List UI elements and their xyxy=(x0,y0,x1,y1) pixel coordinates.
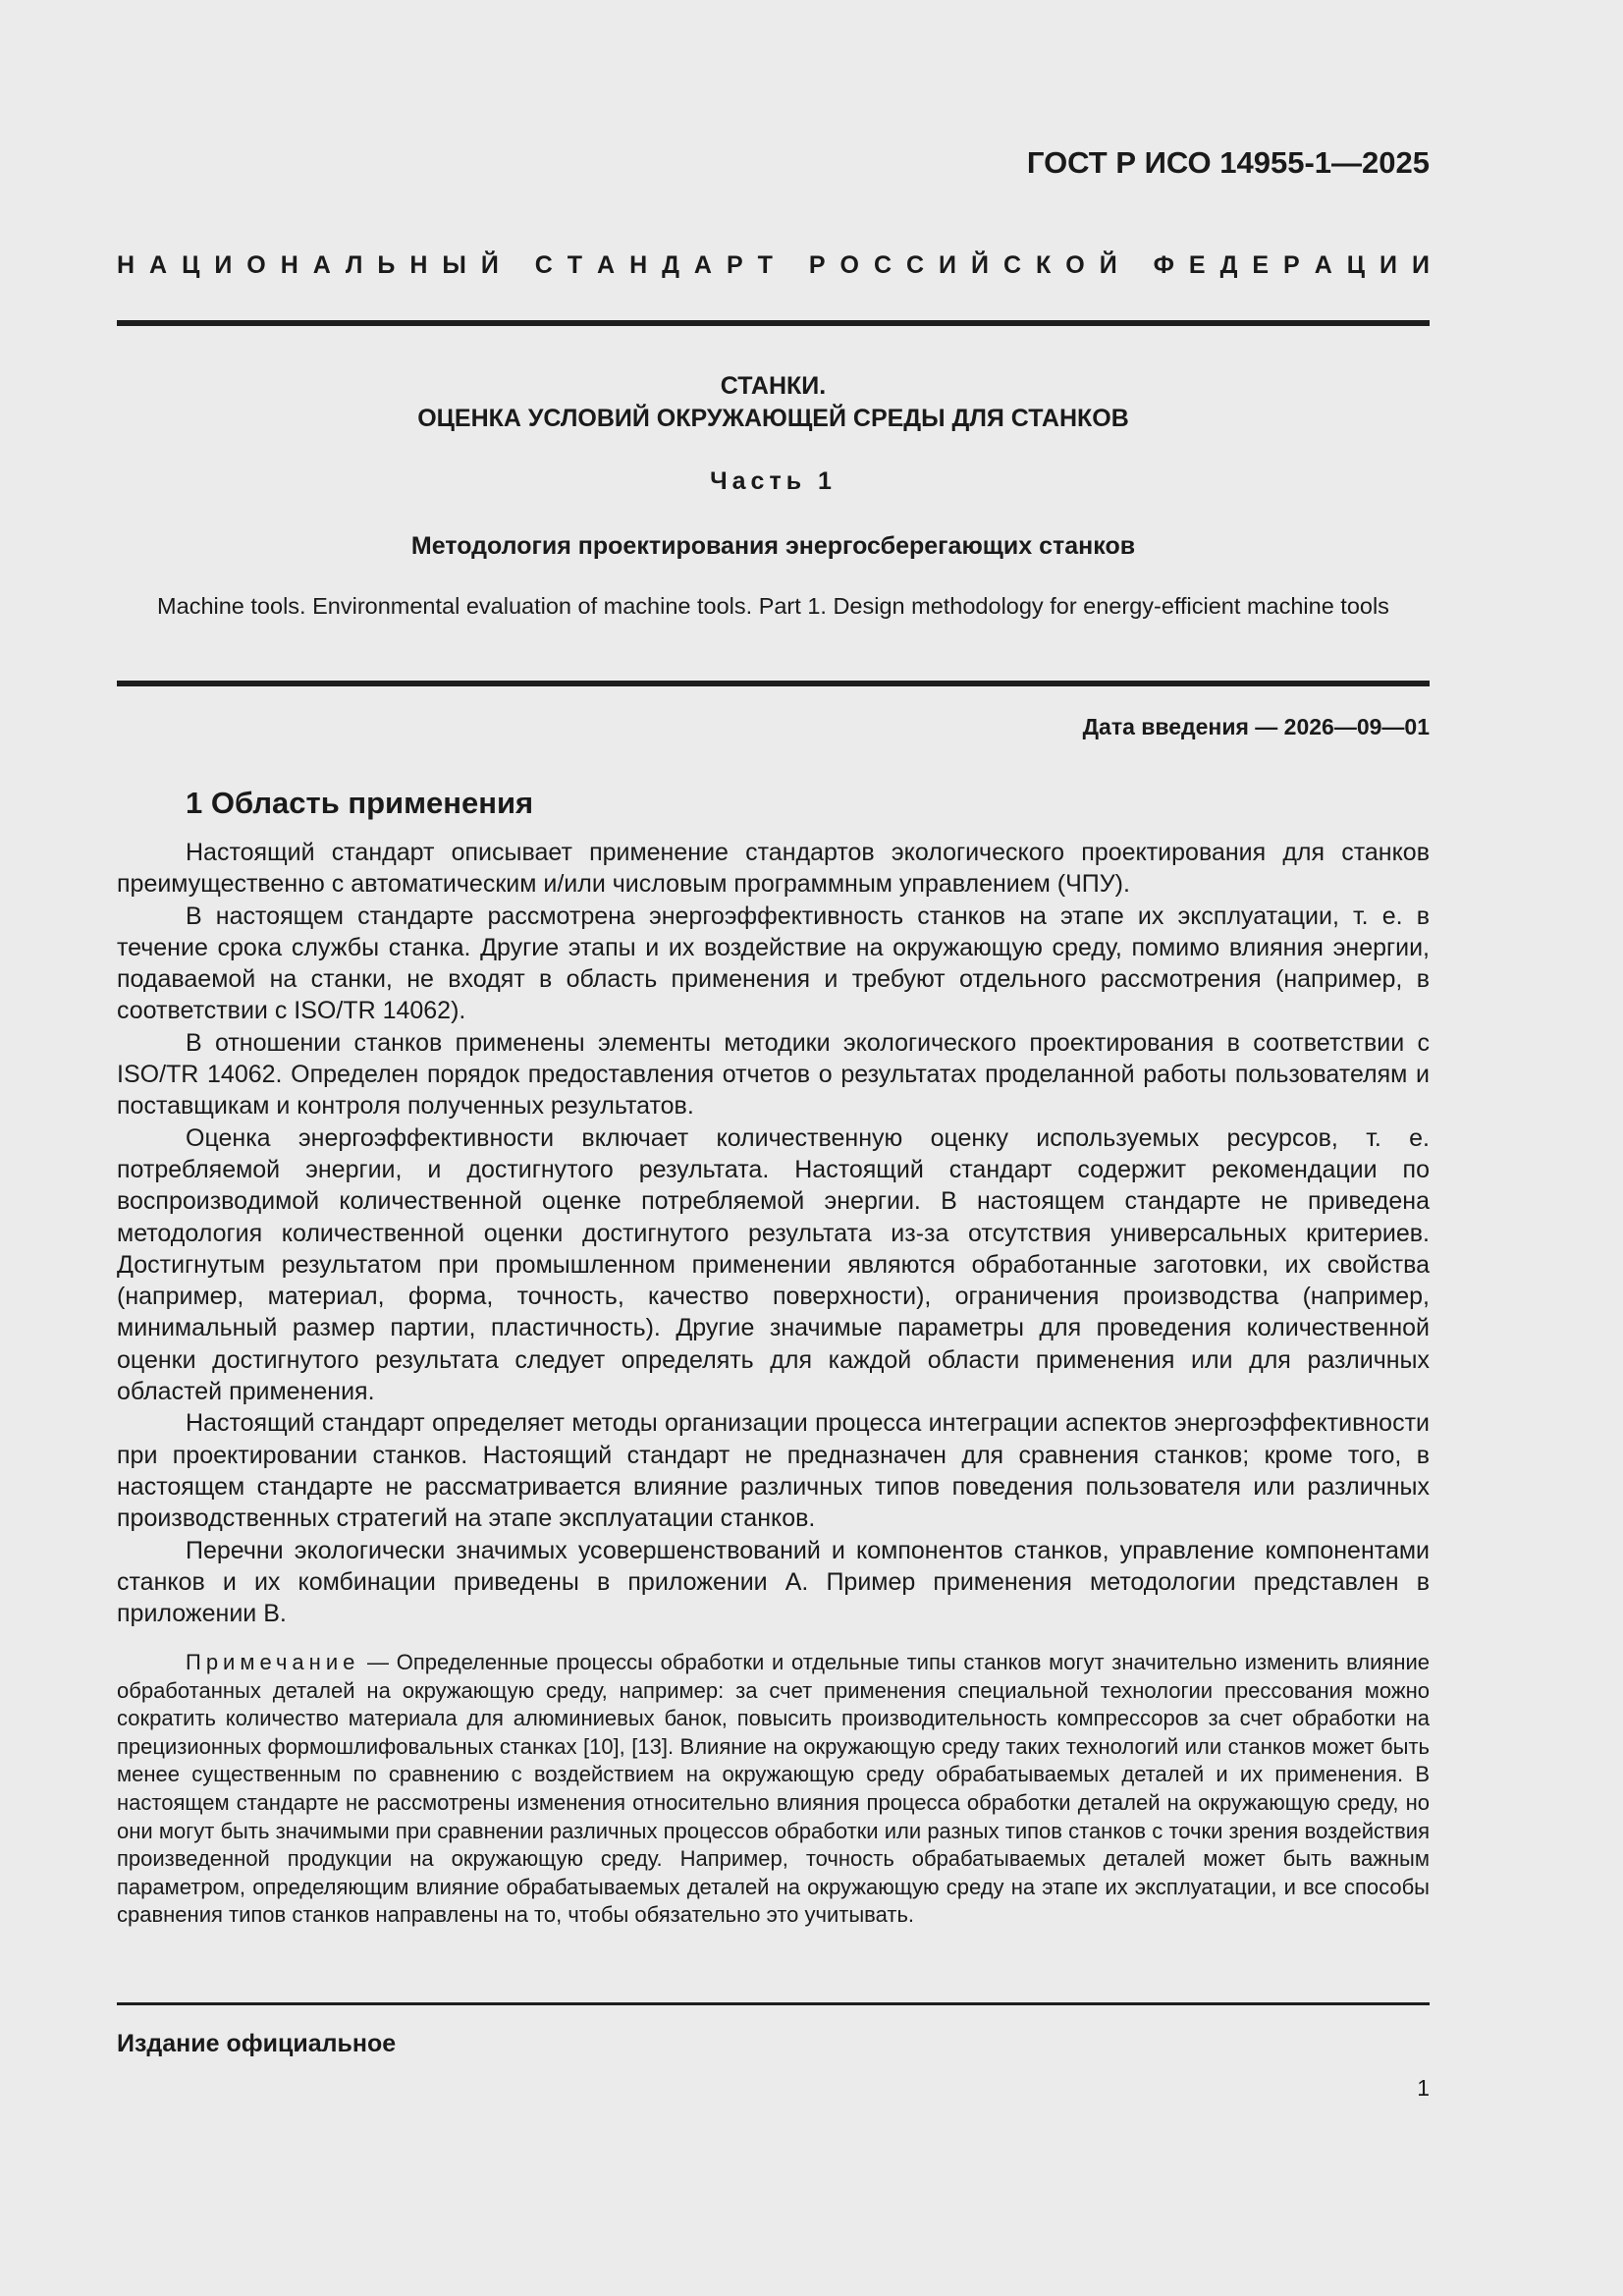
document-subtitle: Методология проектирования энергосберегающих станков xyxy=(410,532,1136,560)
introduction-date: Дата введения — 2026—09—01 xyxy=(1082,714,1430,739)
heading-letter: Н xyxy=(409,251,428,279)
heading-letter: Й xyxy=(971,251,989,279)
heading-letter: О xyxy=(839,251,859,279)
heading-letter: Е xyxy=(1252,251,1270,279)
heading-letter: И xyxy=(939,251,957,279)
note-paragraph xyxy=(117,1649,1430,1930)
heading-letter: Ь xyxy=(377,251,396,279)
heading-letter: Р xyxy=(808,251,826,279)
top-divider xyxy=(117,320,1430,326)
heading-letter: О xyxy=(1065,251,1085,279)
title-line-1: СТАНКИ. xyxy=(720,372,827,400)
heading-letter: Т xyxy=(567,251,583,279)
note-text: — Определенные процессы обработки и отдельные типы станков могут значительно изменить влияние обработанных деталей на окружающую среду, например: за счет применения специальной технологии прессования можно сократить количество материала для алюминиевых банок, повысить производительность компрессоров за счет обработки на прецизионных формошлифовальных станках [10], [13]. Влияние на окружающую среду таких технологий или станков может быть менее существенным по сравнению с воздействием на окружающую среду обрабатываемых деталей и их применения. В настоящем стандарте не рассмотрены изменения относительно влияния процесса обработки деталей на окружающую среду, но они могут быть значимыми при сравнении различных процессов обработки или разных типов станков с точки зрения воздействия произведенной продукции на окружающую среду. Например, точность обрабатываемых деталей может быть важным параметром, определяющим влияние обрабатываемых деталей на окружающую среду на этапе их эксплуатации, и все способы сравнения типов станков направлены на то, чтобы обязательно это учитывать. xyxy=(117,1650,1430,1928)
page-number: 1 xyxy=(1417,2075,1430,2101)
heading-letter: Т xyxy=(757,251,773,279)
heading-letter xyxy=(1132,251,1139,280)
heading-letter: С xyxy=(906,251,925,279)
heading-letter: Ц xyxy=(1346,251,1366,279)
title-line-2: ОЦЕНКА УСЛОВИЙ ОКРУЖАЮЩЕЙ СРЕДЫ ДЛЯ СТАНКОВ xyxy=(417,405,1129,432)
section-body xyxy=(117,837,1430,1629)
paragraph: В настоящем стандарте рассмотрена энергоэффективность станков на этапе их эксплуатации, т. е. в течение срока службы станка. Другие этапы и их воздействие на окружающую среду, помимо влияния энергии, подаваемой на станки, не входят в область применения и требуют отдельного рассмотрения (например, в соответствии с ISO/TR 14062). xyxy=(117,902,1430,1025)
heading-letter: А xyxy=(597,251,616,279)
heading-letter: О xyxy=(246,251,266,279)
heading-letter: Н xyxy=(117,251,135,279)
heading-letter: Ц xyxy=(182,251,200,279)
heading-letter: Е xyxy=(1188,251,1206,279)
heading-letter: Ы xyxy=(442,251,466,279)
part-title: Часть 1 xyxy=(710,467,837,495)
heading-letter: А xyxy=(1314,251,1332,279)
official-edition-label: Издание официальное xyxy=(117,2030,397,2057)
heading-letter: Й xyxy=(480,251,499,279)
note-label: Примечание xyxy=(186,1650,360,1674)
heading-letter: С xyxy=(1002,251,1022,279)
heading-letter: Р xyxy=(726,251,743,279)
heading-letter: Н xyxy=(629,251,648,279)
note-block xyxy=(117,1649,1430,1930)
standard-number: ГОСТ Р ИСО 14955-1—2025 xyxy=(1026,145,1430,180)
heading-letter: Д xyxy=(662,251,679,279)
heading-letter: А xyxy=(312,251,331,279)
paragraph: Настоящий стандарт определяет методы организации процесса интеграции аспектов энергоэффективности при проектировании станков. Настоящий стандарт не предназначен для сравнения станков; кроме того, в настоящем стандарте не рассматривается влияние различных типов поведения пользователя или различных производственных стратегий на этапе эксплуатации станков. xyxy=(117,1409,1430,1533)
footer-divider xyxy=(117,2002,1430,2005)
heading-letter: А xyxy=(149,251,168,279)
heading-letter: Л xyxy=(345,251,363,279)
heading-letter: Д xyxy=(1219,251,1238,279)
paragraph: Настоящий стандарт описывает применение стандартов экологического проектирования для станков преимущественно с автоматическим и/или числовым программным управлением (ЧПУ). xyxy=(117,839,1430,899)
section-heading: 1 Область применения xyxy=(186,786,534,820)
national-standard-heading xyxy=(117,251,1430,280)
heading-letter: С xyxy=(873,251,893,279)
heading-letter: Й xyxy=(1099,251,1117,279)
paragraph: В отношении станков применены элементы методики экологического проектирования в соответствии с ISO/TR 14062. Определен порядок предоставления отчетов о результатах проделанной работы пользователям и поставщикам и контроля полученных результатов. xyxy=(117,1028,1430,1121)
heading-letter: И xyxy=(214,251,233,279)
heading-letter: А xyxy=(693,251,712,279)
heading-letter: Р xyxy=(1283,251,1300,279)
heading-letter: И xyxy=(1380,251,1397,279)
heading-letter: К xyxy=(1036,251,1052,279)
heading-letter: И xyxy=(1411,251,1430,279)
heading-letter: Ф xyxy=(1153,251,1174,279)
paragraph: Оценка энергоэффективности включает количественную оценку используемых ресурсов, т. е. потребляемой энергии, и достигнутого результата. Настоящий стандарт содержит рекомендации по воспроизводимой количественной оценке потребляемой энергии. В настоящем стандарте не приведена методология количественной оценки достигнутого результата из-за отсутствия универсальных критериев. Достигнутым результатом при промышленном применении являются обработанные заготовки, их свойства (например, материал, форма, точность, качество поверхности), ограничения производства (например, минимальный размер партии, пластичность). Другие значимые параметры для проведения количественной оценки достигнутого результата следует определять для каждой области применения или для различных областей применения. xyxy=(117,1123,1430,1406)
heading-letter: С xyxy=(534,251,553,279)
heading-letter xyxy=(787,251,794,280)
paragraph: Перечни экологически значимых усовершенствований и компонентов станков, управление компонентами станков и их комбинации приведены в приложении А. Пример применения методологии представлен в приложении В. xyxy=(117,1536,1430,1628)
heading-letter: Н xyxy=(280,251,298,279)
english-title: Machine tools. Environmental evaluation of machine tools. Part 1. Design methodology for energy-efficient machine tools xyxy=(157,593,1389,619)
title-divider xyxy=(117,681,1430,686)
heading-letter xyxy=(514,251,520,280)
